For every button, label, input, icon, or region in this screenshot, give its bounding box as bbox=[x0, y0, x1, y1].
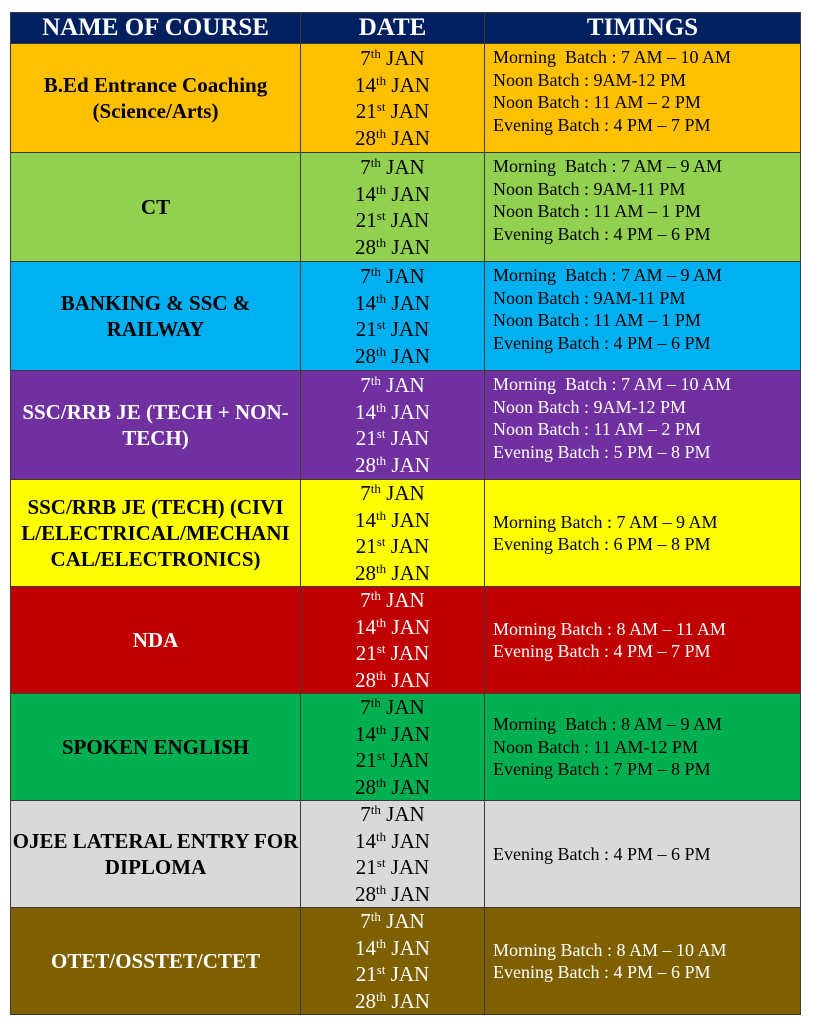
date-suffix: th bbox=[376, 721, 387, 737]
date-day: 28 bbox=[355, 988, 377, 1013]
date-suffix: th bbox=[370, 481, 381, 496]
date-item bbox=[301, 263, 484, 290]
header-row bbox=[11, 13, 801, 44]
timings-list bbox=[485, 371, 801, 480]
date-month: JAN bbox=[380, 264, 425, 288]
date-suffix: st bbox=[376, 641, 386, 656]
date-suffix: th bbox=[376, 828, 387, 844]
date-day: 7 bbox=[360, 481, 371, 505]
date-day: 7 bbox=[360, 373, 371, 397]
course-name: NDA bbox=[11, 587, 301, 694]
date-day: 28 bbox=[355, 560, 377, 585]
table-row bbox=[11, 480, 801, 587]
date-item bbox=[301, 774, 484, 801]
date-item bbox=[301, 372, 484, 399]
date-suffix: th bbox=[376, 560, 387, 576]
date-day: 28 bbox=[355, 774, 377, 799]
date-item bbox=[301, 587, 484, 614]
date-suffix: st bbox=[376, 748, 386, 763]
date-suffix: th bbox=[376, 774, 387, 790]
timings-list bbox=[485, 694, 801, 801]
course-schedule-table bbox=[10, 12, 801, 1015]
date-suffix: th bbox=[376, 881, 387, 897]
course-name: B.Ed Entrance Coaching (Science/Arts) bbox=[11, 44, 301, 153]
date-suffix: st bbox=[376, 426, 386, 441]
date-day: 21 bbox=[355, 641, 377, 665]
date-list bbox=[301, 44, 485, 153]
batch-timing: Noon Batch : 9AM-11 PM bbox=[493, 287, 686, 308]
date-month: JAN bbox=[380, 46, 425, 70]
date-item bbox=[301, 533, 484, 560]
batch-timing: Evening Batch : 4 PM – 6 PM bbox=[493, 962, 711, 982]
date-month: JAN bbox=[380, 155, 425, 179]
date-item bbox=[301, 640, 484, 667]
batch-timing: Evening Batch : 5 PM – 8 PM bbox=[493, 441, 711, 462]
table-row bbox=[11, 371, 801, 480]
date-month: JAN bbox=[386, 560, 430, 585]
date-month: JAN bbox=[385, 99, 430, 123]
date-month: JAN bbox=[380, 373, 425, 397]
course-name: BANKING & SSC & RAILWAY bbox=[11, 262, 301, 371]
date-suffix: th bbox=[376, 234, 387, 250]
date-day: 21 bbox=[355, 426, 377, 450]
table-row bbox=[11, 908, 801, 1015]
date-month: JAN bbox=[385, 317, 430, 341]
date-item bbox=[301, 801, 484, 828]
date-suffix: st bbox=[376, 208, 386, 223]
date-day: 28 bbox=[355, 343, 377, 368]
date-item bbox=[301, 881, 484, 908]
date-month: JAN bbox=[385, 208, 430, 232]
date-suffix: th bbox=[376, 667, 387, 683]
date-suffix: th bbox=[370, 46, 381, 61]
date-day: 21 bbox=[355, 962, 377, 986]
date-month: JAN bbox=[385, 748, 430, 772]
date-day: 7 bbox=[360, 588, 371, 612]
date-month: JAN bbox=[386, 452, 430, 477]
table-row bbox=[11, 44, 801, 153]
date-day: 7 bbox=[360, 46, 371, 70]
date-item bbox=[301, 961, 484, 988]
course-name: SSC/RRB JE (TECH + NON-TECH) bbox=[11, 371, 301, 480]
batch-timing: Noon Batch : 9AM-11 PM bbox=[493, 178, 686, 199]
date-month: JAN bbox=[386, 343, 430, 368]
date-list bbox=[301, 694, 485, 801]
date-suffix: th bbox=[370, 909, 381, 924]
timings-list bbox=[485, 587, 801, 694]
date-list bbox=[301, 371, 485, 480]
date-month: JAN bbox=[386, 614, 430, 639]
batch-timing: Evening Batch : 6 PM – 8 PM bbox=[493, 534, 711, 554]
date-month: JAN bbox=[385, 426, 430, 450]
date-list bbox=[301, 153, 485, 262]
batch-timing: Evening Batch : 4 PM – 7 PM bbox=[493, 114, 711, 135]
date-month: JAN bbox=[385, 962, 430, 986]
date-item bbox=[301, 452, 484, 479]
date-month: JAN bbox=[386, 881, 430, 906]
date-day: 21 bbox=[355, 208, 377, 232]
date-month: JAN bbox=[386, 234, 430, 259]
date-day: 7 bbox=[360, 264, 371, 288]
batch-timing: Noon Batch : 11 AM-12 PM bbox=[493, 736, 698, 757]
date-month: JAN bbox=[380, 909, 425, 933]
date-day: 21 bbox=[355, 534, 377, 558]
batch-timing: Morning Batch : 7 AM – 9 AM bbox=[493, 156, 723, 176]
batch-timing: Noon Batch : 9AM-12 PM bbox=[493, 69, 686, 90]
header-date: DATE bbox=[301, 13, 485, 44]
date-item bbox=[301, 125, 484, 152]
date-item bbox=[301, 316, 484, 343]
date-month: JAN bbox=[386, 181, 430, 206]
date-suffix: th bbox=[376, 290, 387, 306]
date-suffix: th bbox=[376, 614, 387, 630]
batch-timing: Evening Batch : 4 PM – 6 PM bbox=[493, 843, 711, 864]
batch-timing: Morning Batch : 8 AM – 10 AM bbox=[493, 939, 727, 960]
date-day: 14 bbox=[355, 399, 377, 424]
date-day: 14 bbox=[355, 72, 377, 97]
date-day: 14 bbox=[355, 935, 377, 960]
date-month: JAN bbox=[386, 988, 430, 1013]
date-month: JAN bbox=[386, 828, 430, 853]
date-month: JAN bbox=[386, 935, 430, 960]
date-list bbox=[301, 262, 485, 371]
date-day: 14 bbox=[355, 721, 377, 746]
date-item bbox=[301, 72, 484, 99]
timings-list bbox=[485, 44, 801, 153]
date-list bbox=[301, 801, 485, 908]
date-item bbox=[301, 154, 484, 181]
date-suffix: th bbox=[376, 343, 387, 359]
date-suffix: th bbox=[376, 125, 387, 141]
date-item bbox=[301, 507, 484, 534]
date-suffix: th bbox=[376, 72, 387, 88]
date-list bbox=[301, 480, 485, 587]
table-row bbox=[11, 801, 801, 908]
date-month: JAN bbox=[385, 641, 430, 665]
date-month: JAN bbox=[386, 399, 430, 424]
date-month: JAN bbox=[380, 695, 425, 719]
date-suffix: st bbox=[376, 534, 386, 549]
date-item bbox=[301, 854, 484, 881]
date-item bbox=[301, 45, 484, 72]
batch-timing: Morning Batch : 8 AM – 11 AM bbox=[493, 618, 726, 639]
date-item bbox=[301, 908, 484, 935]
date-suffix: th bbox=[370, 695, 381, 710]
date-item bbox=[301, 721, 484, 748]
date-month: JAN bbox=[386, 290, 430, 315]
batch-timing: Evening Batch : 4 PM – 6 PM bbox=[493, 223, 711, 244]
batch-timing: Morning Batch : 7 AM – 9 AM bbox=[493, 511, 718, 532]
date-day: 7 bbox=[360, 802, 371, 826]
table-row bbox=[11, 587, 801, 694]
date-item bbox=[301, 988, 484, 1015]
date-item bbox=[301, 828, 484, 855]
date-suffix: st bbox=[376, 317, 386, 332]
date-suffix: th bbox=[376, 988, 387, 1004]
date-month: JAN bbox=[380, 802, 425, 826]
date-suffix: st bbox=[376, 99, 386, 114]
batch-timing: Noon Batch : 11 AM – 1 PM bbox=[493, 310, 701, 330]
date-item bbox=[301, 480, 484, 507]
batch-timing: Evening Batch : 4 PM – 7 PM bbox=[493, 641, 711, 661]
date-suffix: th bbox=[376, 452, 387, 468]
date-suffix: th bbox=[376, 935, 387, 951]
batch-timing: Morning Batch : 7 AM – 10 AM bbox=[493, 374, 732, 394]
date-day: 7 bbox=[360, 155, 371, 179]
timings-list bbox=[485, 801, 801, 908]
batch-timing: Noon Batch : 11 AM – 2 PM bbox=[493, 92, 701, 112]
date-month: JAN bbox=[385, 855, 430, 879]
course-name: OJEE LATERAL ENTRY FOR DIPLOMA bbox=[11, 801, 301, 908]
date-suffix: th bbox=[370, 588, 381, 603]
date-suffix: th bbox=[370, 373, 381, 388]
course-name: SPOKEN ENGLISH bbox=[11, 694, 301, 801]
date-item bbox=[301, 667, 484, 694]
course-name: SSC/RRB JE (TECH) (CIVIL/ELECTRICAL/MECHANICAL/ELECTRONICS) bbox=[11, 480, 301, 587]
header-course: NAME OF COURSE bbox=[11, 13, 301, 44]
batch-timing: Noon Batch : 11 AM – 1 PM bbox=[493, 201, 701, 221]
date-suffix: th bbox=[370, 802, 381, 817]
date-suffix: th bbox=[370, 264, 381, 279]
date-item bbox=[301, 207, 484, 234]
date-list bbox=[301, 908, 485, 1015]
timings-list bbox=[485, 908, 801, 1015]
date-item bbox=[301, 290, 484, 317]
date-day: 14 bbox=[355, 181, 377, 206]
batch-timing: Noon Batch : 11 AM – 2 PM bbox=[493, 419, 701, 439]
table-row bbox=[11, 262, 801, 371]
date-suffix: st bbox=[376, 962, 386, 977]
date-item bbox=[301, 343, 484, 370]
date-day: 14 bbox=[355, 507, 377, 532]
date-day: 21 bbox=[355, 317, 377, 341]
timings-list bbox=[485, 480, 801, 587]
date-suffix: th bbox=[376, 507, 387, 523]
date-item bbox=[301, 560, 484, 587]
date-suffix: th bbox=[370, 155, 381, 170]
date-item bbox=[301, 694, 484, 721]
batch-timing: Morning Batch : 7 AM – 9 AM bbox=[493, 265, 723, 285]
date-day: 14 bbox=[355, 290, 377, 315]
timings-list bbox=[485, 153, 801, 262]
date-month: JAN bbox=[386, 774, 430, 799]
batch-timing: Evening Batch : 7 PM – 8 PM bbox=[493, 759, 711, 780]
date-day: 14 bbox=[355, 614, 377, 639]
course-name: CT bbox=[11, 153, 301, 262]
date-month: JAN bbox=[386, 72, 430, 97]
date-month: JAN bbox=[386, 125, 430, 150]
date-day: 28 bbox=[355, 667, 377, 692]
date-month: JAN bbox=[386, 667, 430, 692]
date-month: JAN bbox=[386, 721, 430, 746]
date-day: 28 bbox=[355, 125, 377, 150]
date-suffix: th bbox=[376, 399, 387, 415]
date-list bbox=[301, 587, 485, 694]
date-month: JAN bbox=[386, 507, 430, 532]
date-item bbox=[301, 98, 484, 125]
date-day: 21 bbox=[355, 748, 377, 772]
date-item bbox=[301, 747, 484, 774]
timings-list bbox=[485, 262, 801, 371]
date-day: 28 bbox=[355, 881, 377, 906]
date-suffix: st bbox=[376, 855, 386, 870]
date-item bbox=[301, 399, 484, 426]
header-timings: TIMINGS bbox=[485, 13, 801, 44]
date-item bbox=[301, 935, 484, 962]
table-row bbox=[11, 153, 801, 262]
date-day: 28 bbox=[355, 234, 377, 259]
date-day: 21 bbox=[355, 855, 377, 879]
course-name: OTET/OSSTET/CTET bbox=[11, 908, 301, 1015]
date-month: JAN bbox=[380, 588, 425, 612]
date-month: JAN bbox=[385, 534, 430, 558]
date-item bbox=[301, 234, 484, 261]
date-day: 21 bbox=[355, 99, 377, 123]
date-item bbox=[301, 425, 484, 452]
date-day: 7 bbox=[360, 909, 371, 933]
date-item bbox=[301, 181, 484, 208]
date-day: 28 bbox=[355, 452, 377, 477]
batch-timing: Morning Batch : 8 AM – 9 AM bbox=[493, 714, 723, 735]
date-item bbox=[301, 614, 484, 641]
batch-timing: Noon Batch : 9AM-12 PM bbox=[493, 396, 686, 417]
table-row bbox=[11, 694, 801, 801]
date-day: 7 bbox=[360, 695, 371, 719]
batch-timing: Morning Batch : 7 AM – 10 AM bbox=[493, 47, 732, 67]
date-day: 14 bbox=[355, 828, 377, 853]
batch-timing: Evening Batch : 4 PM – 6 PM bbox=[493, 332, 711, 353]
date-suffix: th bbox=[376, 181, 387, 197]
date-month: JAN bbox=[380, 481, 425, 505]
